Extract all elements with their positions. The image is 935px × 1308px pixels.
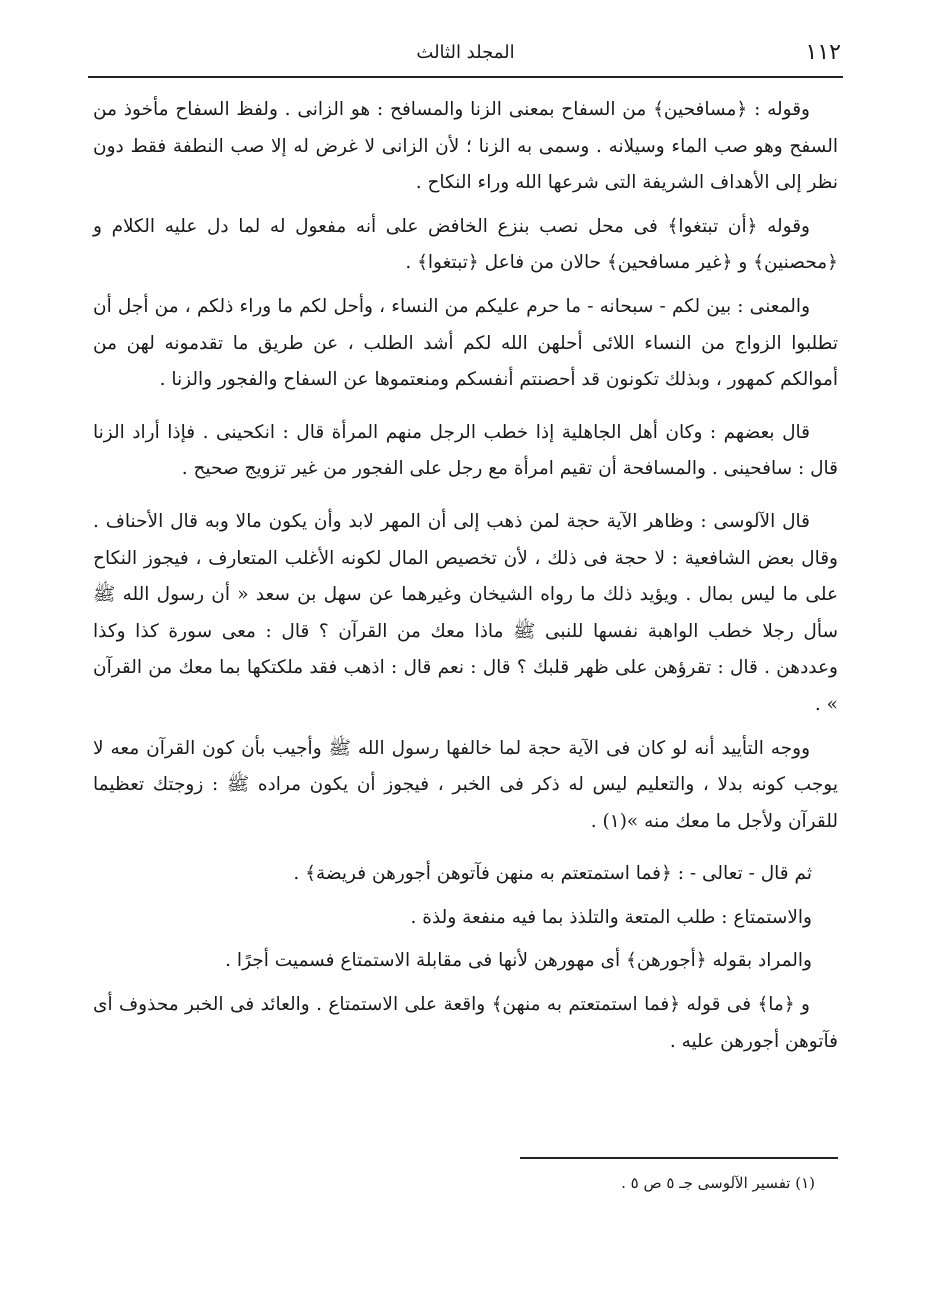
- paragraph-jahiliyya: قال بعضهم : وكان أهل الجاهلية إذا خطب الرجل منهم المرأة قال : انكحينى . فإذا أراد الزنا قال : سافحينى . والمسافحة أن تقيم امرأة مع رجل على الفجور من غير تزويج صحيح .: [93, 421, 838, 480]
- page-header: [88, 36, 843, 76]
- header-rule: [88, 76, 843, 78]
- paragraph-support: ووجه التأييد أنه لو كان فى الآية حجة لما خالفها رسول الله ﷺ وأجيب بأن كون القرآن معه لا يوجب كونه بدلا ، والتعليم ليس له ذكر فى الخبر ، فيجوز أن يكون مراده ﷺ : زوجتك تعظيما للقرآن ولأجل ما معك منه »(١) .: [93, 737, 838, 832]
- running-title: المجلد الثالث: [416, 42, 515, 63]
- paragraph-an-tabtaghu: وقوله ﴿أن تبتغوا﴾ فى محل نصب بنزع الخافض على أنه مفعول له لما دل عليه الكلام و ﴿محصنين﴾ و ﴿غير مسافحين﴾ حالان من فاعل ﴿تبتغوا﴾ .: [93, 215, 838, 274]
- paragraph-istimta: والاستمتاع : طلب المتعة والتلذذ بما فيه منفعة ولذة .: [410, 906, 812, 928]
- footnote-rule: [520, 1157, 838, 1159]
- paragraph-ujurahunna: والمراد بقوله ﴿أجورهن﴾ أى مهورهن لأنها فى مقابلة الاستمتاع فسميت أجرًا .: [225, 950, 812, 972]
- paragraph-ma: و ﴿ما﴾ فى قوله ﴿فما استمتعتم به منهن﴾ واقعة على الاستمتاع . والعائد فى الخبر محذوف أى فآتوهن أجورهن عليه .: [93, 994, 838, 1052]
- paragraph-alusi: قال الآلوسى : وظاهر الآية حجة لمن ذهب إلى أن المهر لابد وأن يكون مالا وبه قال الأحناف . وقال بعض الشافعية : لا حجة فى ذلك ، لأن تخصيص المال لكونه الأغلب المتعارف ، فيجوز النكاح على ما ليس بمال . ويؤيد ذلك ما رواه الشيخان وغيرهما عن سهل بن سعد « أن رسول الله ﷺ سأل رجلا خطب الواهبة نفسها للنبى ﷺ ماذا معك من القرآن ؟ قال : معى سورة كذا وكذا وعددهن . قال : تقرؤهن على ظهر قلبك ؟ قال : نعم قال : اذهب فقد ملكتكها بما معك من القرآن » .: [93, 510, 838, 715]
- paragraph-musafihin: وقوله : ﴿مسافحين﴾ من السفاح بمعنى الزنا والمسافح : هو الزانى . ولفظ السفاح مأخوذ من السفح وهو صب الماء وسيلانه . وسمى به الزنا ؛ لأن الزانى لا غرض له إلا صب النطفة فقط دون نظر إلى الأهداف الشريفة التى شرعها الله وراء النكاح .: [93, 99, 838, 194]
- paragraph-verse: ثم قال - تعالى - : ﴿فما استمتعتم به منهن فآتوهن أجورهن فريضة﴾ .: [293, 863, 812, 885]
- page-number: ١١٢: [805, 40, 841, 65]
- body-text: [93, 92, 838, 1060]
- footnote: (١) تفسير الآلوسى جـ ٥ ص ٥ .: [621, 1174, 815, 1192]
- paragraph-meaning: والمعنى : بين لكم - سبحانه - ما حرم عليكم من النساء ، وأحل لكم ما وراء ذلكم ، من أجل أن تطلبوا الزواج من النساء اللائى أحلهن الله لكم أشد الطلب ، عن طريق ما تقدمونه لهن من أموالكم كمهور ، وبذلك تكونون قد أحصنتم أنفسكم ومنعتموها عن السفاح والفجور والزنا .: [93, 295, 838, 391]
